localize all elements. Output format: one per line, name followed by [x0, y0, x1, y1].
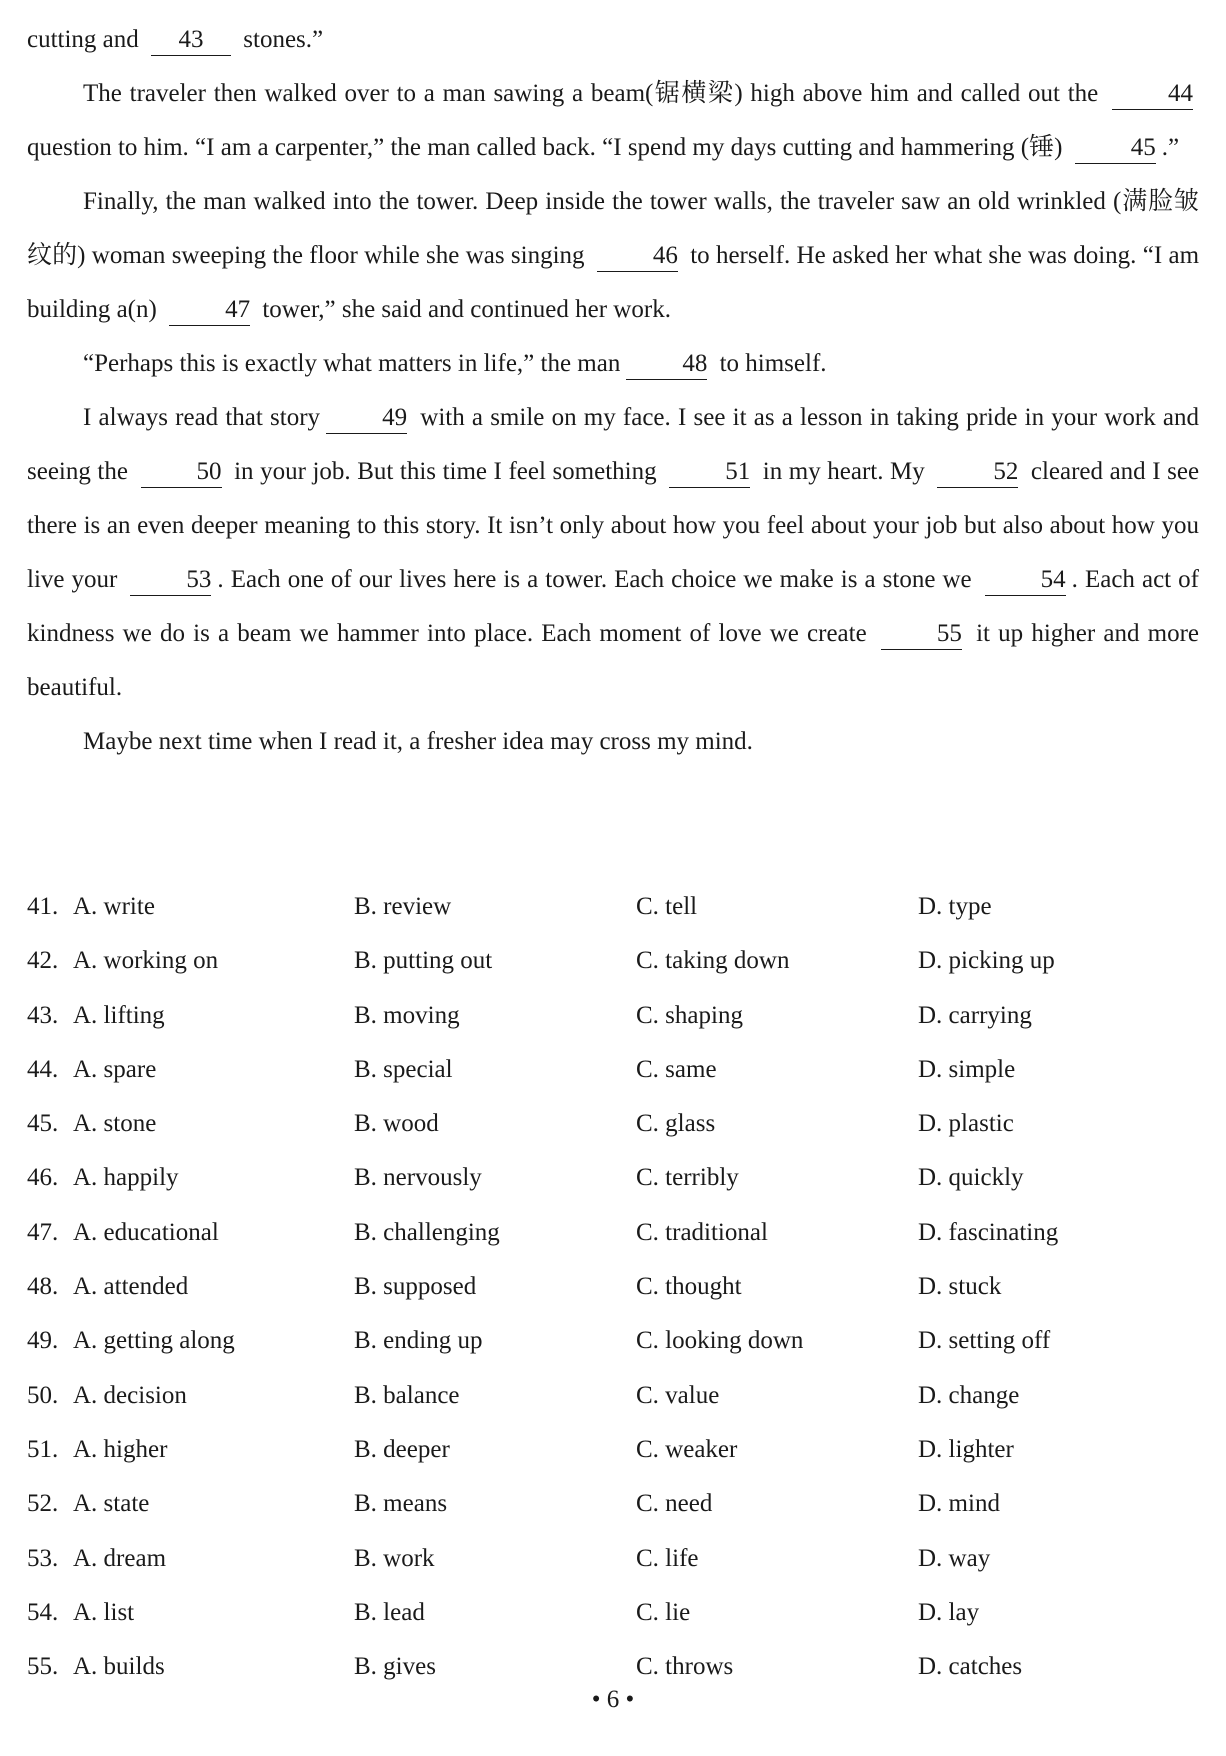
blank-43: 43 [151, 25, 231, 56]
option-d: D. plastic [918, 1110, 1014, 1138]
option-a: A. attended [73, 1273, 189, 1301]
option-c: C. value [636, 1381, 720, 1409]
question-row [27, 1477, 1199, 1531]
text: in my heart. My [762, 458, 925, 485]
option-d: D. setting off [918, 1327, 1051, 1355]
blank-44: 44 [1112, 79, 1193, 110]
option-b: B. challenging [354, 1218, 500, 1246]
option-c: C. need [636, 1490, 713, 1518]
question-number: 49. [27, 1327, 59, 1355]
question-number: 50. [27, 1381, 59, 1409]
option-a: A. list [73, 1598, 135, 1626]
text: question to him. “I am a carpenter,” the man called back. “I spend my days cutting and hammering (锤) [27, 134, 1063, 161]
option-a: A. working on [73, 947, 219, 975]
question-number: 51. [27, 1435, 59, 1463]
option-b: B. moving [354, 1001, 460, 1029]
question-row [27, 1043, 1199, 1097]
option-a: A. builds [73, 1653, 165, 1681]
option-a: A. decision [73, 1381, 187, 1409]
blank-55: 55 [881, 619, 962, 650]
question-number: 52. [27, 1490, 59, 1518]
blank-53: 53 [130, 565, 211, 596]
question-number: 55. [27, 1653, 59, 1681]
option-b: B. nervously [354, 1164, 482, 1192]
text: stones.” [243, 26, 324, 53]
question-row [27, 1097, 1199, 1151]
blank-54: 54 [985, 565, 1066, 596]
text: with a smile on my face. I see it as a lesson in taking pride in your work and seeing the [27, 404, 1199, 485]
option-a: A. higher [73, 1435, 168, 1463]
option-d: D. catches [918, 1653, 1023, 1681]
text: it up higher and more beautiful. [27, 620, 1200, 701]
page-number: • 6 • [591, 1686, 635, 1713]
option-b: B. special [354, 1055, 453, 1083]
text: Maybe next time when I read it, a fresher idea may cross my mind. [83, 728, 753, 755]
option-d: D. fascinating [918, 1218, 1059, 1246]
paragraph-3 [27, 337, 1199, 391]
question-number: 44. [27, 1055, 59, 1083]
option-d: D. carrying [918, 1001, 1032, 1029]
option-a: A. happily [73, 1164, 179, 1192]
blank-50: 50 [141, 457, 222, 488]
option-c: C. taking down [636, 947, 790, 975]
paragraph-4 [27, 391, 1199, 715]
option-b: B. wood [354, 1110, 439, 1138]
option-a: A. state [73, 1490, 150, 1518]
passage [27, 0, 1199, 769]
option-d: D. mind [918, 1490, 1000, 1518]
option-c: C. lie [636, 1598, 691, 1626]
text: .” [1161, 134, 1180, 161]
text: to himself. [719, 350, 827, 377]
option-c: C. thought [636, 1273, 742, 1301]
option-d: D. lay [918, 1598, 980, 1626]
option-b: B. supposed [354, 1273, 477, 1301]
option-a: A. getting along [73, 1327, 235, 1355]
question-row [27, 1151, 1199, 1205]
blank-45: 45 [1075, 133, 1156, 164]
option-c: C. traditional [636, 1218, 768, 1246]
question-row [27, 934, 1199, 988]
question-number: 45. [27, 1110, 59, 1138]
question-row [27, 1206, 1199, 1260]
text: The traveler then walked over to a man sawing a beam(锯横梁) high above him and called out the [83, 80, 1099, 107]
question-number: 54. [27, 1598, 59, 1626]
text: . Each act of kindness we do is a beam we hammer into place. Each moment of love we create [27, 566, 1199, 647]
option-d: D. stuck [918, 1273, 1002, 1301]
question-row [27, 1532, 1199, 1586]
question-number: 43. [27, 1001, 59, 1029]
option-c: C. tell [636, 893, 698, 920]
question-row [27, 1586, 1199, 1640]
option-b: B. putting out [354, 947, 493, 975]
text: cutting and [27, 26, 139, 53]
text: tower,” she said and continued her work. [262, 296, 671, 323]
question-row [27, 880, 1199, 934]
option-a: A. stone [73, 1110, 157, 1138]
option-b: B. review [354, 893, 452, 920]
question-number: 53. [27, 1544, 59, 1572]
option-d: D. way [918, 1544, 991, 1572]
blank-46: 46 [597, 241, 678, 272]
question-row [27, 1423, 1199, 1477]
text: cleared and I see there is an even deeper meaning to this story. It isn’t only about how you feel about your job but also about how you live your [27, 458, 1200, 593]
question-number: 41. [27, 893, 59, 920]
option-a: A. spare [73, 1055, 157, 1083]
paragraph-1 [27, 67, 1199, 175]
option-d: D. quickly [918, 1164, 1024, 1192]
option-a: A. dream [73, 1544, 167, 1572]
option-c: C. life [636, 1544, 699, 1572]
paragraph-0 [27, 0, 1199, 67]
paragraph-2 [27, 175, 1199, 337]
option-c: C. glass [636, 1110, 716, 1138]
paragraph-5 [27, 715, 1199, 769]
question-row [27, 1260, 1199, 1314]
text: “Perhaps this is exactly what matters in life,” the man [83, 350, 621, 377]
option-d: D. type [918, 893, 992, 920]
option-a: A. educational [73, 1218, 219, 1246]
option-b: B. deeper [354, 1435, 450, 1463]
blank-52: 52 [937, 457, 1018, 488]
option-c: C. weaker [636, 1435, 738, 1463]
option-b: B. balance [354, 1381, 460, 1409]
answer-options [27, 880, 1199, 1694]
question-number: 42. [27, 947, 59, 975]
option-b: B. gives [354, 1653, 436, 1681]
option-d: D. lighter [918, 1435, 1014, 1463]
text: to herself. He asked her what she was doing. “I am building a(n) [27, 242, 1200, 323]
text: I always read that story [83, 404, 321, 431]
question-number: 46. [27, 1164, 59, 1192]
option-c: C. same [636, 1055, 717, 1083]
question-row [27, 1369, 1199, 1423]
option-d: D. change [918, 1381, 1020, 1409]
text: Finally, the man walked into the tower. Deep inside the tower walls, the traveler saw an old wrinkled (满脸皱纹的) woman sweeping the floor while she was singing [27, 188, 1199, 269]
option-c: C. shaping [636, 1001, 743, 1029]
question-row [27, 1314, 1199, 1368]
question-number: 47. [27, 1218, 59, 1246]
option-b: B. ending up [354, 1327, 483, 1355]
text: . Each one of our lives here is a tower. Each choice we make is a stone we [217, 566, 972, 593]
blank-47: 47 [169, 295, 250, 326]
option-c: C. looking down [636, 1327, 804, 1355]
blank-48: 48 [626, 349, 707, 380]
question-row [27, 989, 1199, 1043]
blank-49: 49 [326, 403, 407, 434]
option-a: A. write [73, 893, 155, 920]
option-a: A. lifting [73, 1001, 165, 1029]
option-c: C. terribly [636, 1164, 739, 1192]
option-d: D. picking up [918, 947, 1055, 975]
option-b: B. work [354, 1544, 435, 1572]
option-b: B. lead [354, 1598, 425, 1626]
option-b: B. means [354, 1490, 448, 1518]
option-c: C. throws [636, 1653, 734, 1681]
text: in your job. But this time I feel something [234, 458, 657, 485]
blank-51: 51 [669, 457, 750, 488]
option-d: D. simple [918, 1055, 1016, 1083]
question-number: 48. [27, 1273, 59, 1301]
